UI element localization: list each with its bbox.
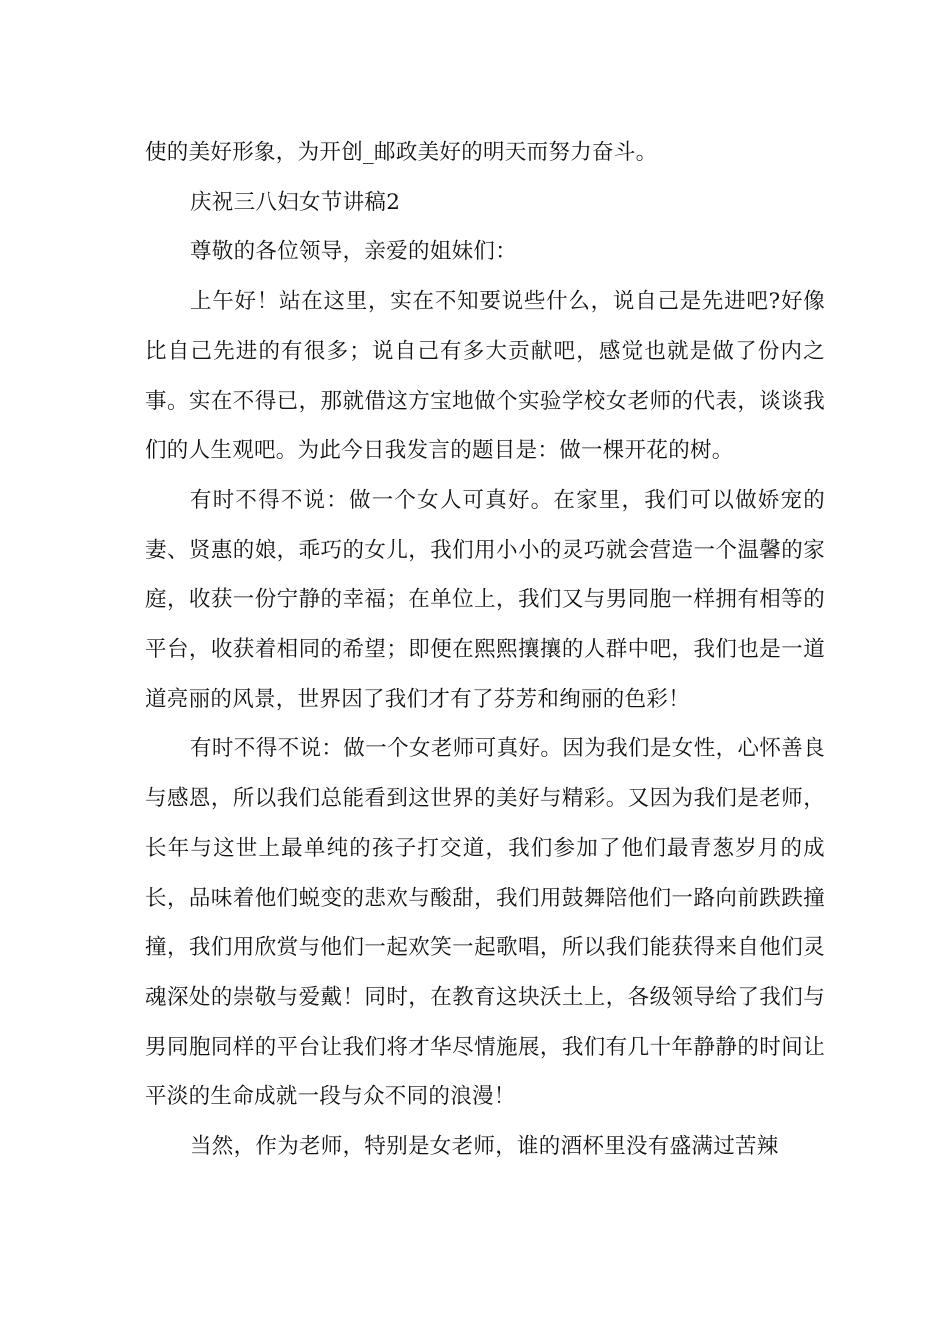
salutation: 尊敬的各位领导，亲爱的姐妹们：: [190, 239, 518, 265]
document-body: [145, 128, 825, 1172]
section-heading: 庆祝三八妇女节讲稿2: [190, 189, 401, 215]
paragraph-greeting: 上午好！站在这里，实在不知要说些什么，说自己是先进吧?好像比自己先进的有很多；说自己有多大贡献吧，感觉也就是做了份内之事。实在不得已，那就借这方宝地做个实验学校女老师的代表，谈谈我们的人生观吧。为此今日我发言的题目是：做一棵开花的树。: [145, 289, 825, 464]
paragraph-teacher: 有时不得不说：做一个女老师可真好。因为我们是女性，心怀善良与感恩，所以我们总能看到这世界的美好与精彩。又因为我们是老师，长年与这世上最单纯的孩子打交道，我们参加了他们最青葱岁月的成长，品味着他们蜕变的悲欢与酸甜，我们用鼓舞陪他们一路向前跌跌撞撞，我们用欣赏与他们一起欢笑一起歌唱，所以我们能获得来自他们灵魂深处的崇敬与爱戴！同时，在教育这块沃土上，各级领导给了我们与男同胞同样的平台让我们将才华尽情施展，我们有几十年静静的时间让平淡的生命成就一段与众不同的浪漫！: [145, 736, 825, 1110]
paragraph-hardship: 当然，作为老师，特别是女老师，谁的酒杯里没有盛满过苦辣: [190, 1134, 779, 1160]
paragraph-continuation: 使的美好形象，为开创_邮政美好的明天而努力奋斗。: [145, 140, 658, 165]
paragraph-woman: 有时不得不说：做一个女人可真好。在家里，我们可以做娇宠的妻、贤惠的娘，乖巧的女儿，我们用小小的灵巧就会营造一个温馨的家庭，收获一份宁静的幸福；在单位上，我们又与男同胞一样拥有相等的平台，收获着相同的希望；即便在熙熙攘攘的人群中吧，我们也是一道道亮丽的风景，世界因了我们才有了芬芳和绚丽的色彩！: [145, 487, 825, 712]
